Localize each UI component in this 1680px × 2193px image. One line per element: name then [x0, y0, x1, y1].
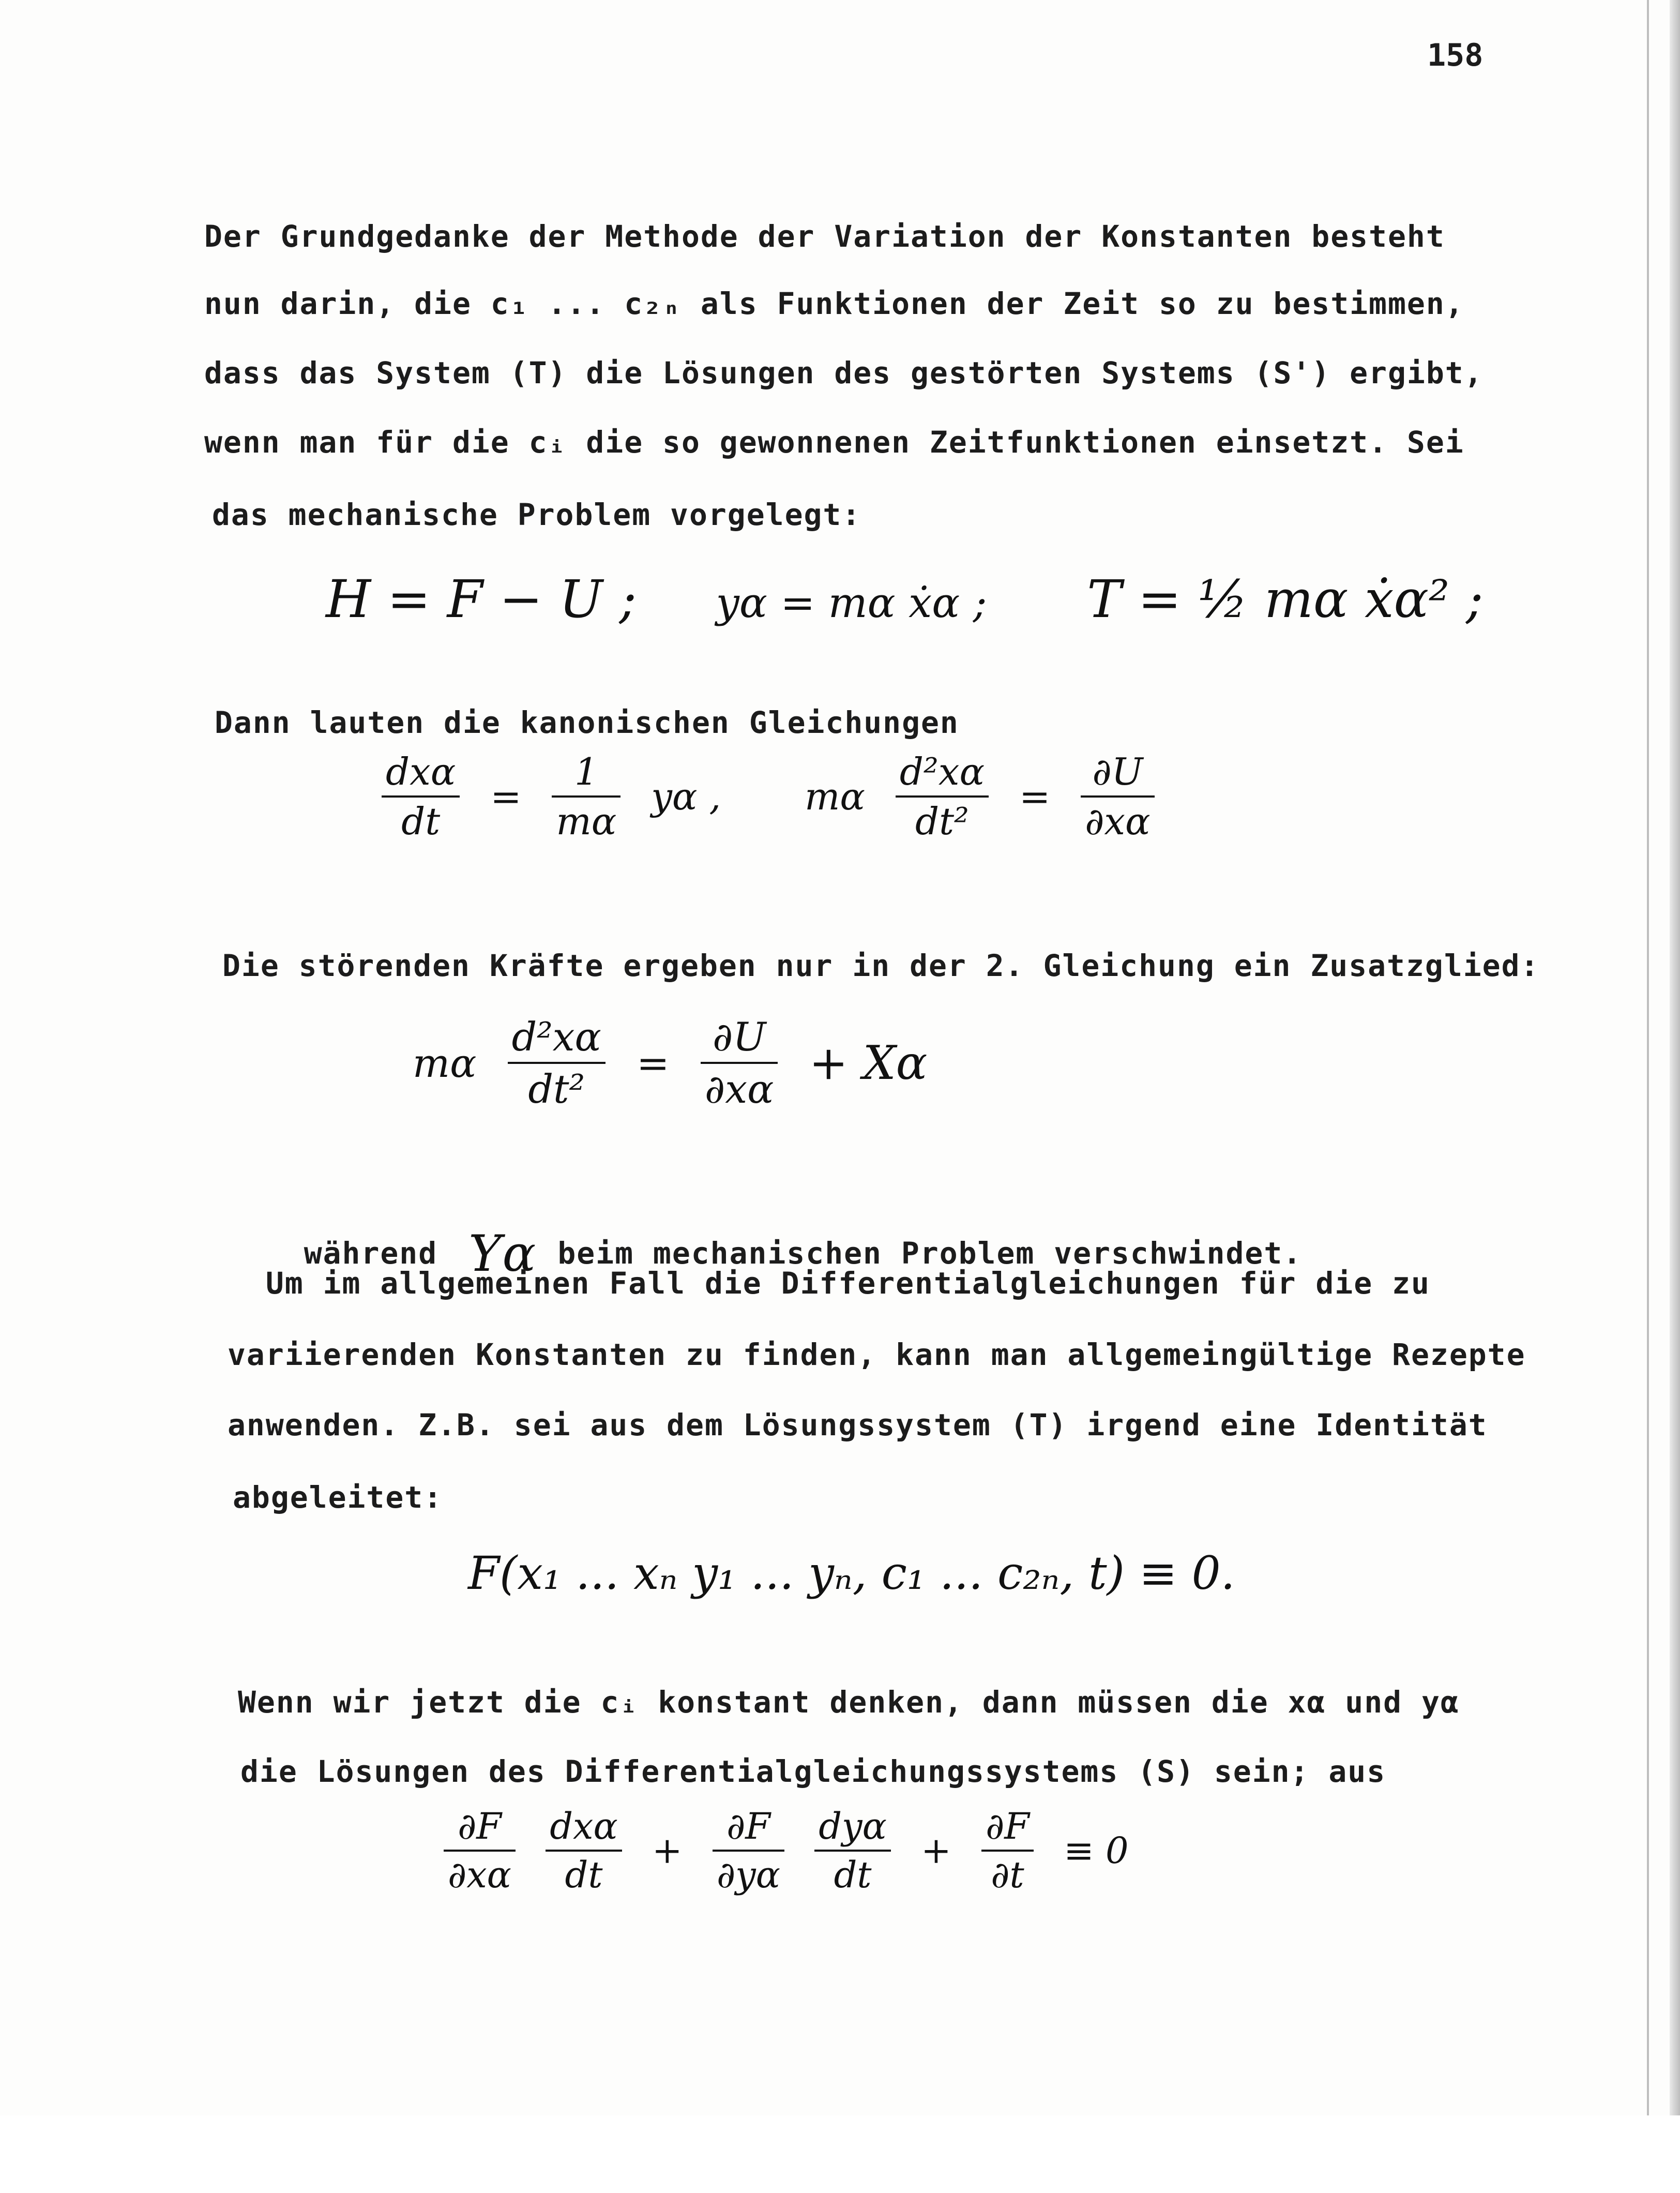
eq5-dF-dy: $\frac{\partial F}{\partial y\alpha}$ [713, 1805, 784, 1896]
equation-hamiltonian [326, 569, 1484, 629]
paragraph2-line2: variierenden Konstanten zu finden, kann man allgemeingültige Rezepte [228, 1337, 1526, 1372]
equation-total-derivative: $\frac{\partial F}{\partial x\alpha}$ $\frac{\text{dxα}}{dt}$ + $\frac{\partial F}{\partial y\alpha}$ $\frac{\text{dyα}}{dt}$ + $\frac{\partial F}{\partial t}$ ≡ 0 [434, 1805, 1138, 1896]
eq2-one-over-m: $\frac{1}{m\alpha}$ [552, 750, 620, 843]
line-perturbing-forces: Die störenden Kräfte ergeben nur in der 2. Gleichung ein Zusatzglied: [222, 948, 1540, 983]
paragraph2-line3: anwenden. Z.B. sei aus dem Lösungssystem (T) irgend eine Identität [228, 1407, 1488, 1443]
paragraph2-line4: abgeleitet: [233, 1480, 443, 1515]
eq5-dx-dt: $\frac{\text{dxα}}{dt}$ [546, 1805, 622, 1896]
paragraph3-line1: Wenn wir jetzt die cᵢ konstant denken, dann müssen die xα und yα [238, 1685, 1460, 1720]
scan-edge-right [1670, 0, 1680, 2193]
waehrend-word: während [304, 1236, 438, 1271]
eq3-du-dx: $\frac{\partial U}{\partial x\alpha}$ [701, 1014, 778, 1112]
eq2-dx-dt: $\frac{\text{dxα}}{dt}$ [382, 750, 460, 843]
paragraph1-line2: nun darin, die c₁ ... c₂ₙ als Funktionen der Zeit so zu bestimmen, [204, 286, 1464, 321]
page-number: 158 [1427, 37, 1484, 73]
eq5-dy-dt: $\frac{\text{dyα}}{dt}$ [814, 1805, 891, 1896]
line-canonical-equations: Dann lauten die kanonischen Gleichungen [215, 705, 959, 740]
waehrend-rest: beim mechanischen Problem verschwindet. [557, 1236, 1303, 1271]
waehrend-symbol: Yα [468, 1225, 537, 1283]
eq3-d2x-dt2: $\frac{\text{d²xα}}{\text{dt²}}$ [508, 1014, 606, 1112]
paragraph3-line2: die Lösungen des Differentialgleichungssystems (S) sein; aus [240, 1754, 1386, 1789]
eq1-hamiltonian: H = F − U ; [326, 569, 637, 629]
eq2-du-dx: $\frac{\partial U}{\partial x\alpha}$ [1081, 750, 1154, 843]
scan-edge-line [1647, 0, 1649, 2193]
eq5-dF-dx: $\frac{\partial F}{\partial x\alpha}$ [444, 1805, 516, 1896]
paragraph1-line3: dass das System (T) die Lösungen des gestörten Systems (S') ergibt, [204, 355, 1484, 390]
paragraph1-line4: wenn man für die cᵢ die so gewonnenen Zeitfunktionen einsetzt. Sei [204, 425, 1464, 460]
paragraph1-line1: Der Grundgedanke der Methode der Variation der Konstanten besteht [204, 219, 1445, 254]
paragraph1-line5: das mechanische Problem vorgelegt: [212, 497, 861, 532]
eq2-d2x-dt2: $\frac{\text{d²xα}}{\text{dt²}}$ [896, 750, 989, 843]
page-bottom-margin [0, 2115, 1680, 2193]
equation-perturbed: mα $\frac{\text{d²xα}}{\text{dt²}}$ = $\frac{\partial U}{\partial x\alpha}$ + Xα [413, 1014, 928, 1112]
equation-identity: F(x₁ ... xₙ y₁ ... yₙ, c₁ ... c₂ₙ, t) ≡ 0. [468, 1546, 1235, 1600]
eq1-momentum: yα = mα ẋα ; [716, 579, 987, 627]
eq1-kinetic-energy: T = ½ mα ẋα² ; [1087, 569, 1484, 629]
equation-canonical: $\frac{\text{dxα}}{dt}$ = $\frac{1}{m\alpha}$ yα , mα $\frac{\text{d²xα}}{\text{dt²}}$ = $\frac{\partial U}{\partial x\alpha}$ [372, 750, 1164, 843]
eq5-dF-dt: $\frac{\partial F}{\partial t}$ [981, 1805, 1034, 1896]
paragraph2-line1: Um im allgemeinen Fall die Differentialgleichungen für die zu [228, 1266, 1430, 1301]
